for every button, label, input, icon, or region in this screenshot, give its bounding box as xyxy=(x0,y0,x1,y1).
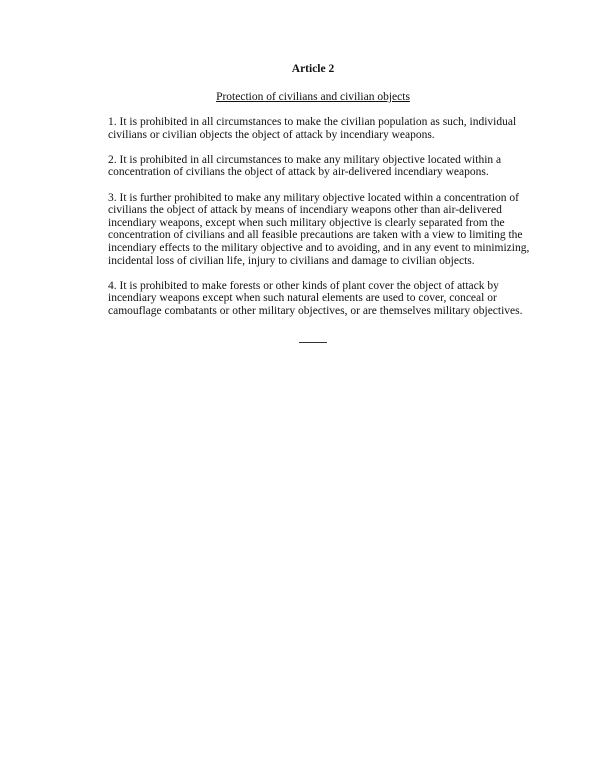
paragraph-1 xyxy=(108,116,518,141)
paragraph-line: incidental loss of civilian life, injury to civilians and damage to civilian objects. xyxy=(108,254,475,267)
paragraph-line: incendiary weapons, except when such military objective is clearly separated from the xyxy=(108,216,505,229)
paragraph-line: 3. It is further prohibited to make any military objective located within a concentration of xyxy=(108,191,519,204)
paragraph-3 xyxy=(108,191,530,268)
paragraph-line: 2. It is prohibited in all circumstances to make any military objective located within a xyxy=(108,153,502,166)
paragraph-2 xyxy=(108,154,518,179)
end-rule xyxy=(299,342,327,343)
article-title: Article 2 xyxy=(291,63,335,75)
paragraph-line: 1. It is prohibited in all circumstances to make the civilian population as such, individual xyxy=(108,116,517,128)
paragraph-line: civilians or civilian objects the object of attack by incendiary weapons. xyxy=(108,128,435,141)
paragraph-line: 4. It is prohibited to make forests or other kinds of plant cover the object of attack by xyxy=(108,279,499,292)
article-subtitle: Protection of civilians and civilian objects xyxy=(216,91,410,103)
paragraph-4 xyxy=(108,279,523,318)
paragraph-line: incendiary weapons except when such natural elements are used to cover, conceal or xyxy=(108,292,497,305)
document-page xyxy=(108,62,530,343)
paragraph-line: concentration of civilians the object of attack by air-delivered incendiary weapons. xyxy=(108,166,489,179)
paragraph-line: incendiary effects to the military objective and to avoiding, and in any event to minimizing, xyxy=(108,241,530,254)
paragraph-line: civilians the object of attack by means of incendiary weapons other than air-delivered xyxy=(108,204,502,217)
paragraph-line: camouflage combatants or other military objectives, or are themselves military objectives. xyxy=(108,304,523,317)
paragraph-line: concentration of civilians and all feasible precautions are taken with a view to limiting the xyxy=(108,229,523,242)
